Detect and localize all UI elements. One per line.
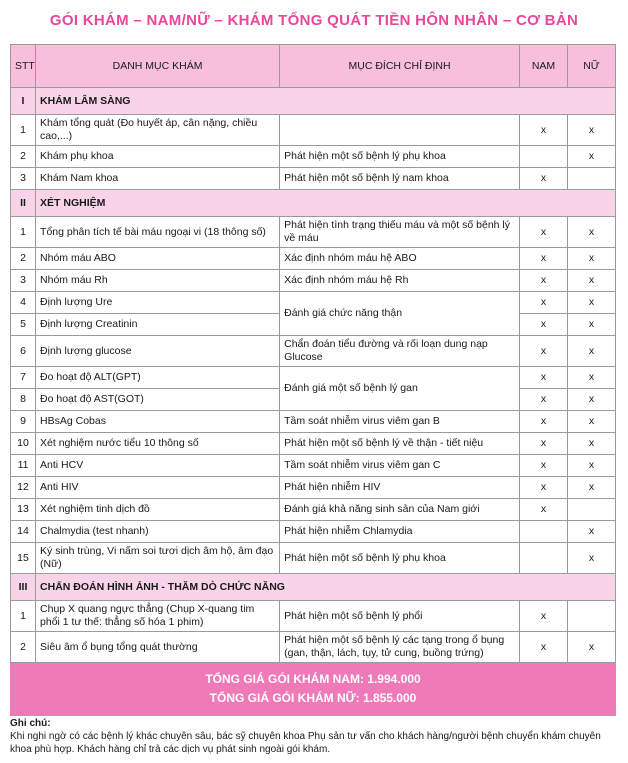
table-row <box>11 146 616 168</box>
row-name: HBsAg Cobas <box>36 411 280 433</box>
section-number: III <box>11 574 36 601</box>
header-stt: STT <box>11 45 36 88</box>
row-name: Định lượng glucose <box>36 336 280 367</box>
row-female-mark: x <box>567 521 615 543</box>
row-female-mark: x <box>567 336 615 367</box>
row-male-mark: x <box>520 389 568 411</box>
row-male-mark: x <box>520 270 568 292</box>
row-female-mark: x <box>567 389 615 411</box>
total-row <box>11 663 616 716</box>
section-title: KHÁM LÂM SÀNG <box>36 88 616 115</box>
row-name: Định lượng Creatinin <box>36 314 280 336</box>
row-name: Chalmydia (test nhanh) <box>36 521 280 543</box>
table-row <box>11 336 616 367</box>
table-row <box>11 601 616 632</box>
total-male-price: TỔNG GIÁ GÓI KHÁM NAM: 1.994.000 <box>205 672 421 686</box>
header-male: NAM <box>520 45 568 88</box>
package-table <box>10 44 616 716</box>
section-row-1 <box>11 88 616 115</box>
row-name: Khám Nam khoa <box>36 168 280 190</box>
row-female-mark: x <box>567 433 615 455</box>
row-stt: 2 <box>11 632 36 663</box>
row-name: Xét nghiệm tinh dịch đồ <box>36 499 280 521</box>
row-stt: 9 <box>11 411 36 433</box>
row-male-mark: x <box>520 477 568 499</box>
table-header-row <box>11 45 616 88</box>
row-stt: 3 <box>11 270 36 292</box>
row-purpose: Tầm soát nhiễm virus viêm gan B <box>280 411 520 433</box>
row-male-mark: x <box>520 455 568 477</box>
table-body <box>11 88 616 716</box>
row-name: Đo hoạt độ ALT(GPT) <box>36 367 280 389</box>
row-name: Nhóm máu Rh <box>36 270 280 292</box>
row-name: Chụp X quang ngực thẳng (Chụp X-quang tim phổi 1 tư thế: thẳng số hóa 1 phim) <box>36 601 280 632</box>
row-male-mark: x <box>520 601 568 632</box>
row-name: Đo hoạt độ AST(GOT) <box>36 389 280 411</box>
row-female-mark: x <box>567 543 615 574</box>
table-row <box>11 367 616 389</box>
row-female-mark: x <box>567 314 615 336</box>
row-purpose: Đánh giá một số bệnh lý gan <box>280 367 520 411</box>
row-stt: 6 <box>11 336 36 367</box>
row-male-mark: x <box>520 292 568 314</box>
table-row <box>11 270 616 292</box>
row-male-mark: x <box>520 433 568 455</box>
row-female-mark: x <box>567 146 615 168</box>
row-name: Xét nghiệm nước tiểu 10 thông số <box>36 433 280 455</box>
row-female-mark: x <box>567 411 615 433</box>
header-female: NỮ <box>567 45 615 88</box>
table-row <box>11 499 616 521</box>
row-male-mark <box>520 543 568 574</box>
row-purpose: Xác định nhóm máu hệ Rh <box>280 270 520 292</box>
table-row <box>11 433 616 455</box>
row-name: Tổng phân tích tế bài máu ngoại vi (18 thông số) <box>36 217 280 248</box>
row-male-mark <box>520 521 568 543</box>
row-male-mark: x <box>520 632 568 663</box>
table-row <box>11 521 616 543</box>
header-purpose: MỤC ĐÍCH CHỈ ĐỊNH <box>280 45 520 88</box>
row-purpose: Đánh giá chức năng thận <box>280 292 520 336</box>
row-purpose: Tầm soát nhiễm virus viêm gan C <box>280 455 520 477</box>
row-female-mark: x <box>567 270 615 292</box>
row-purpose: Phát hiện nhiễm HIV <box>280 477 520 499</box>
row-female-mark: x <box>567 367 615 389</box>
section-row-3 <box>11 574 616 601</box>
row-stt: 1 <box>11 217 36 248</box>
row-purpose: Phát hiện tình trạng thiếu máu và một số bệnh lý về máu <box>280 217 520 248</box>
row-name: Anti HIV <box>36 477 280 499</box>
row-male-mark: x <box>520 499 568 521</box>
row-purpose: Phát hiện một số bệnh lý các tạng trong ổ bụng (gan, thận, lách, tụy, tử cung, buồng trứng) <box>280 632 520 663</box>
table-row <box>11 411 616 433</box>
row-stt: 2 <box>11 248 36 270</box>
row-male-mark: x <box>520 115 568 146</box>
total-female-price: TỔNG GIÁ GÓI KHÁM NỮ: 1.855.000 <box>209 691 417 705</box>
row-name: Anti HCV <box>36 455 280 477</box>
row-purpose: Đánh giá khả năng sinh sản của Nam giới <box>280 499 520 521</box>
row-male-mark <box>520 146 568 168</box>
row-stt: 8 <box>11 389 36 411</box>
table-row <box>11 248 616 270</box>
row-stt: 5 <box>11 314 36 336</box>
row-stt: 1 <box>11 601 36 632</box>
row-male-mark: x <box>520 217 568 248</box>
row-female-mark <box>567 601 615 632</box>
section-title: XÉT NGHIỆM <box>36 190 616 217</box>
section-title: CHẨN ĐOÁN HÌNH ẢNH - THĂM DÒ CHỨC NĂNG <box>36 574 616 601</box>
row-name: Nhóm máu ABO <box>36 248 280 270</box>
table-row <box>11 543 616 574</box>
table-row <box>11 455 616 477</box>
row-female-mark: x <box>567 292 615 314</box>
page-title: GÓI KHÁM – NAM/NỮ – KHÁM TỔNG QUÁT TIỀN HÔN NHÂN – CƠ BẢN <box>49 12 579 29</box>
row-male-mark: x <box>520 248 568 270</box>
row-purpose: Xác định nhóm máu hệ ABO <box>280 248 520 270</box>
table-row <box>11 292 616 314</box>
row-female-mark <box>567 499 615 521</box>
row-purpose <box>280 115 520 146</box>
row-purpose: Phát hiện một số bệnh lý phụ khoa <box>280 543 520 574</box>
row-female-mark: x <box>567 477 615 499</box>
row-male-mark: x <box>520 168 568 190</box>
row-male-mark: x <box>520 336 568 367</box>
row-female-mark: x <box>567 248 615 270</box>
row-male-mark: x <box>520 314 568 336</box>
row-name: Khám phụ khoa <box>36 146 280 168</box>
row-purpose: Phát hiện một số bệnh lý phụ khoa <box>280 146 520 168</box>
row-name: Ký sinh trùng, Vi nấm soi tươi dịch âm hộ, âm đạo (Nữ) <box>36 543 280 574</box>
row-stt: 14 <box>11 521 36 543</box>
row-stt: 7 <box>11 367 36 389</box>
notes-title: Ghi chú: <box>10 718 51 729</box>
notes-text: Khi nghi ngờ có các bệnh lý khác chuyên sâu, bác sỹ chuyên khoa Phụ sản tư vấn cho khách hàng/người bệnh chuyển khám chuyên khoa phù hợp. Khách hàng chỉ trả các dịch vụ phát sinh ngoài gói khám. <box>10 731 601 755</box>
section-number: I <box>11 88 36 115</box>
row-female-mark: x <box>567 632 615 663</box>
row-female-mark: x <box>567 115 615 146</box>
section-row-2 <box>11 190 616 217</box>
row-stt: 11 <box>11 455 36 477</box>
table-row <box>11 632 616 663</box>
row-name: Định lượng Ure <box>36 292 280 314</box>
table-row <box>11 168 616 190</box>
section-number: II <box>11 190 36 217</box>
row-purpose: Phát hiện một số bệnh lý nam khoa <box>280 168 520 190</box>
row-stt: 10 <box>11 433 36 455</box>
total-cell <box>11 663 616 716</box>
row-purpose: Chẩn đoán tiểu đường và rối loạn dung nạp Glucose <box>280 336 520 367</box>
row-name: Khám tổng quát (Đo huyết áp, cân nặng, chiều cao,...) <box>36 115 280 146</box>
row-stt: 2 <box>11 146 36 168</box>
row-stt: 15 <box>11 543 36 574</box>
row-stt: 12 <box>11 477 36 499</box>
row-stt: 3 <box>11 168 36 190</box>
table-row <box>11 217 616 248</box>
row-female-mark: x <box>567 217 615 248</box>
row-stt: 4 <box>11 292 36 314</box>
row-purpose: Phát hiện nhiễm Chlamydia <box>280 521 520 543</box>
row-purpose: Phát hiện một số bệnh lý phổi <box>280 601 520 632</box>
row-male-mark: x <box>520 411 568 433</box>
notes-block <box>10 717 618 756</box>
row-female-mark: x <box>567 455 615 477</box>
row-female-mark <box>567 168 615 190</box>
table-row <box>11 115 616 146</box>
row-male-mark: x <box>520 367 568 389</box>
row-name: Siêu âm ổ bụng tổng quát thường <box>36 632 280 663</box>
row-stt: 13 <box>11 499 36 521</box>
row-purpose: Phát hiện một số bệnh lý về thận - tiết niệu <box>280 433 520 455</box>
row-stt: 1 <box>11 115 36 146</box>
table-row <box>11 477 616 499</box>
header-name: DANH MỤC KHÁM <box>36 45 280 88</box>
